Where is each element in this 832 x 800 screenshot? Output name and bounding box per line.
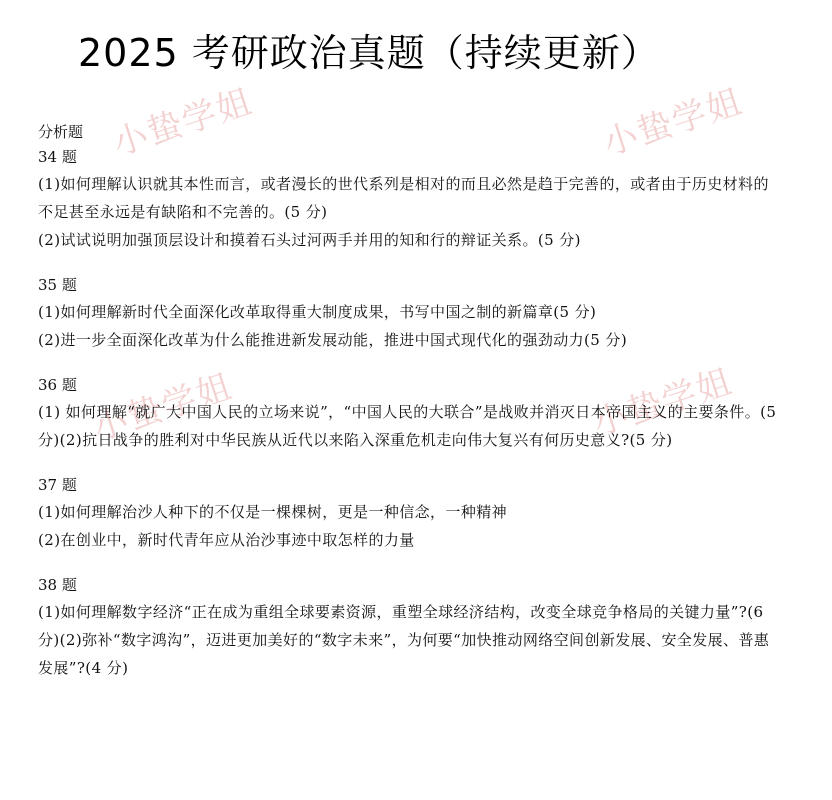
question-line: (2)试试说明加强顶层设计和摸着石头过河两手并用的知和行的辩证关系。(5 分) [38,231,581,249]
question-line: (1)如何理解数字经济“正在成为重组全球要素资源，重塑全球经济结构，改变全球竞争格局的关键力量”?(6 分)(2)弥补“数字鸿沟”，迈进更加美好的“数字未来”，为何要“加快推动网络空间创新发展、安全发展、普惠发展”?(4 分) [38,603,770,677]
question-block [38,144,778,254]
question-block [38,472,778,554]
question-line: (2)进一步全面深化改革为什么能推进新发展动能，推进中国式现代化的强劲动力(5 分) [38,331,628,349]
question-block [38,572,778,682]
question-line: (1)如何理解治沙人种下的不仅是一棵棵树，更是一种信念，一种精神 [38,503,508,521]
page-title: 2025 考研政治真题（持续更新） [78,31,660,75]
question-number: 36 题 [38,376,77,394]
question-line: (2)在创业中，新时代青年应从治沙事迹中取怎样的力量 [38,531,415,549]
question-line: (1)如何理解认识就其本性而言，或者漫长的世代系列是相对的而且必然是趋于完善的，或者由于历史材料的不足甚至永远是有缺陷和不完善的。(5 分) [38,175,769,221]
question-number: 35 题 [38,276,77,294]
question-block [38,272,778,354]
watermark: 小蛰学姐 [88,366,238,450]
question-number: 34 题 [38,148,77,166]
question-line: (1) 如何理解“就广大中国人民的立场来说”，“中国人民的大联合”是战败并消灭日本帝国主义的主要条件。(5 分)(2)抗日战争的胜利对中华民族从近代以来陷入深重危机走向伟大复兴有何历史意义?(5 分) [38,403,777,449]
question-block [38,372,778,454]
watermark: 小蛰学姐 [588,361,738,445]
watermark: 小蛰学姐 [598,81,748,165]
question-line: (1)如何理解新时代全面深化改革取得重大制度成果，书写中国之制的新篇章(5 分) [38,303,597,321]
section-label: 分析题 [38,123,84,141]
question-number: 38 题 [38,576,77,594]
watermark: 小蛰学姐 [108,81,258,165]
document-content [38,120,778,700]
question-number: 37 题 [38,476,77,494]
